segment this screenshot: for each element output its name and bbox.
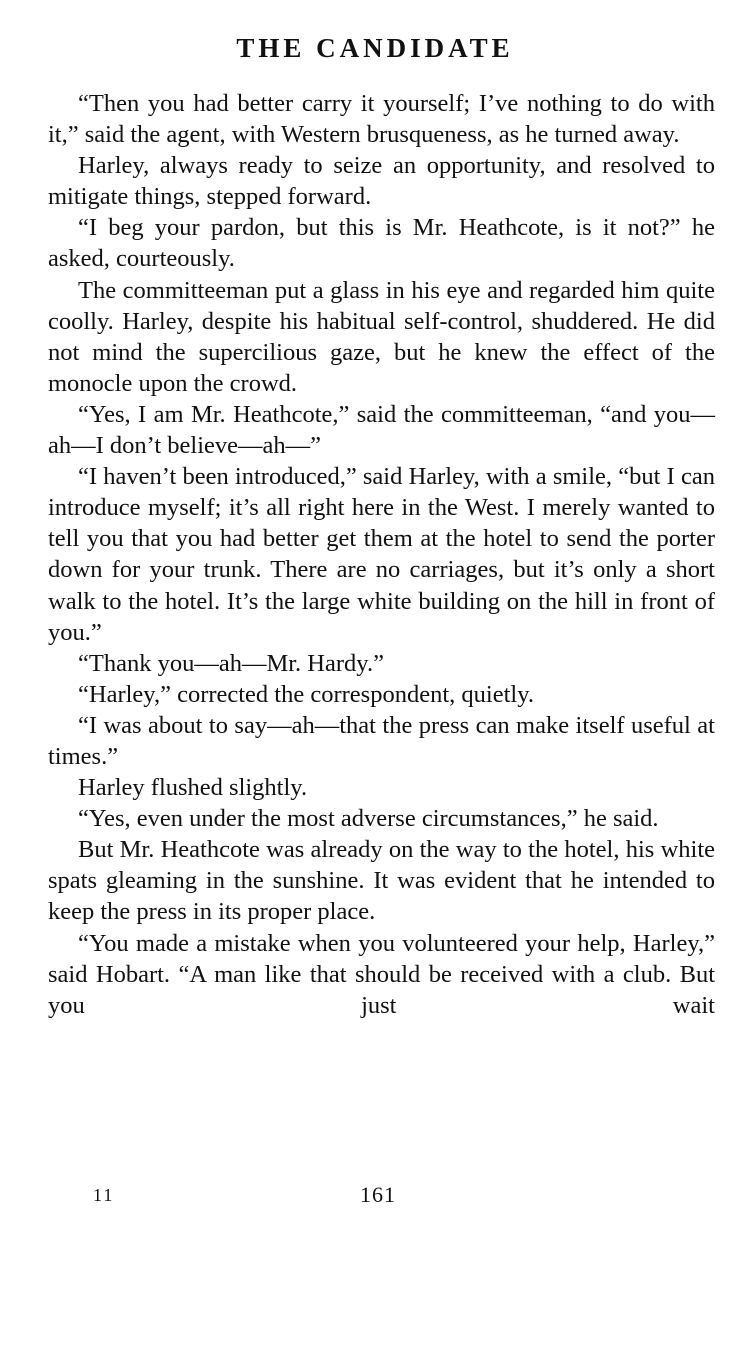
paragraph: “Harley,” corrected the correspondent, quietly. (78, 680, 534, 708)
page-number: 161 (360, 1182, 396, 1207)
paragraph: “Then you had better carry it yourself; I’ve nothing to do with it,” said the agent, with Western brusqueness, as he turned away. (48, 90, 715, 149)
body-text (48, 88, 715, 1021)
paragraph: “Yes, I am Mr. Heathcote,” said the committeeman, “and you—ah—I don’t believe—ah—” (48, 400, 715, 460)
running-head: THE CANDIDATE (236, 33, 514, 63)
paragraph: “I was about to say—ah—that the press can make itself useful at times.” (48, 711, 715, 770)
paragraph: “I beg your pardon, but this is Mr. Heathcote, is it not?” he asked, courteously. (48, 214, 715, 273)
paragraph: “You made a mistake when you volunteered your help, Harley,” said Hobart. “A man like that should be received with a club. But you just wait (48, 929, 715, 1019)
paragraph: Harley flushed slightly. (78, 774, 308, 802)
paragraph: Harley, always ready to seize an opportunity, and resolved to mitigate things, stepped forward. (48, 152, 715, 211)
signature-mark: 11 (93, 1185, 115, 1205)
paragraph: But Mr. Heathcote was already on the way to the hotel, his white spats gleaming in the sunshine. It was evident that he intended to keep the press in its proper place. (48, 836, 715, 926)
paragraph: “Yes, even under the most adverse circumstances,” he said. (78, 805, 659, 833)
paragraph: “Thank you—ah—Mr. Hardy.” (78, 649, 384, 677)
paragraph: The committeeman put a glass in his eye and regarded him quite coolly. Harley, despite his habitual self-control, shuddered. He did not mind the supercilious gaze, but he knew the effect of the monocle upon the crowd. (48, 276, 715, 397)
paragraph: “I haven’t been introduced,” said Harley, with a smile, “but I can introduce myself; it’s all right here in the West. I merely wanted to tell you that you had better get them at the hotel to send the porter down for your trunk. There are no carriages, but it’s only a short walk to the hotel. It’s the large white building on the hill in front of you.” (48, 463, 715, 646)
